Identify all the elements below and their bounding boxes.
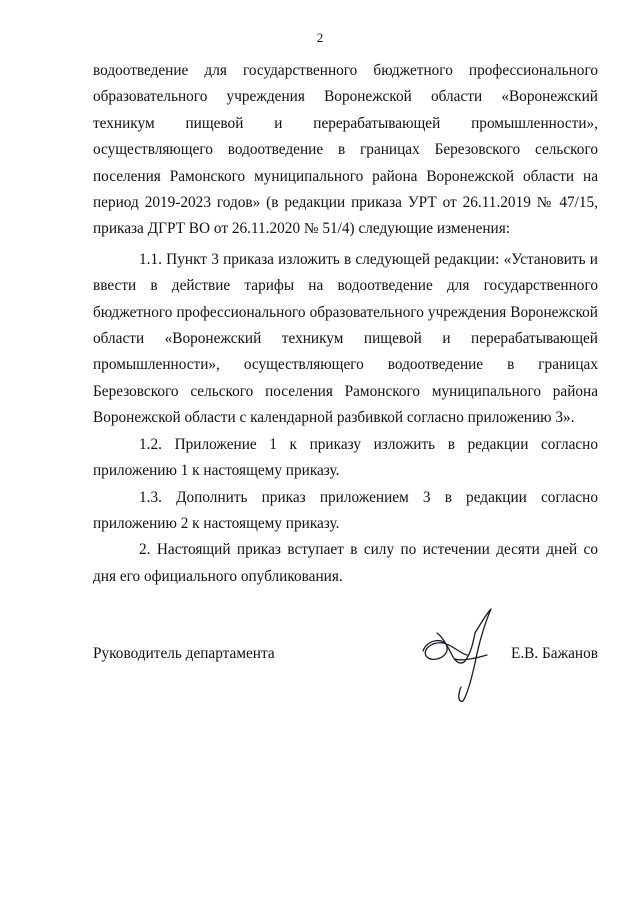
order-body — [93, 58, 598, 590]
paragraph-continuation: водоотведение для государственного бюджетного профессионального образовательного учреждения Воронежской области «Воронежский техникум пищевой и перерабатывающей промышленности», осуществляющего водоотведение в границах Березовского сельского поселения Рамонского муниципального района Воронежской области на период 2019-2023 годов» (в редакции приказа УРТ от 26.11.2019 № 47/15, приказа ДГРТ ВО от 26.11.2020 № 51/4) следующие изменения: — [93, 62, 598, 238]
signature-block — [93, 645, 598, 675]
page-number: 2 — [316, 30, 324, 45]
paragraph-item-2: 2. Настоящий приказ вступает в силу по истечении десяти дней со дня его официального опубликования. — [93, 541, 598, 585]
handwritten-signature — [415, 603, 505, 703]
paragraph-item-1-3: 1.3. Дополнить приказ приложением 3 в редакции согласно приложению 2 к настоящему приказу. — [93, 488, 598, 532]
signer-position: Руководитель департамента — [93, 645, 275, 662]
signer-name: Е.В. Бажанов — [510, 645, 598, 662]
paragraph-item-1-2: 1.2. Приложение 1 к приказу изложить в редакции согласно приложению 1 к настоящему приказу. — [93, 435, 598, 480]
paragraph-item-1-1: 1.1. Пункт 3 приказа изложить в следующей редакции: «Установить и ввести в действие тарифы на водоотведение для государственного бюджетного профессионального образовательного учреждения Воронежской области «Воронежский техникум пищевой и перерабатывающей промышленности», осуществляющего водоотведение в границах Березовского сельского поселения Рамонского муниципального района Воронежской области с календарной разбивкой согласно приложению 3». — [93, 250, 598, 427]
